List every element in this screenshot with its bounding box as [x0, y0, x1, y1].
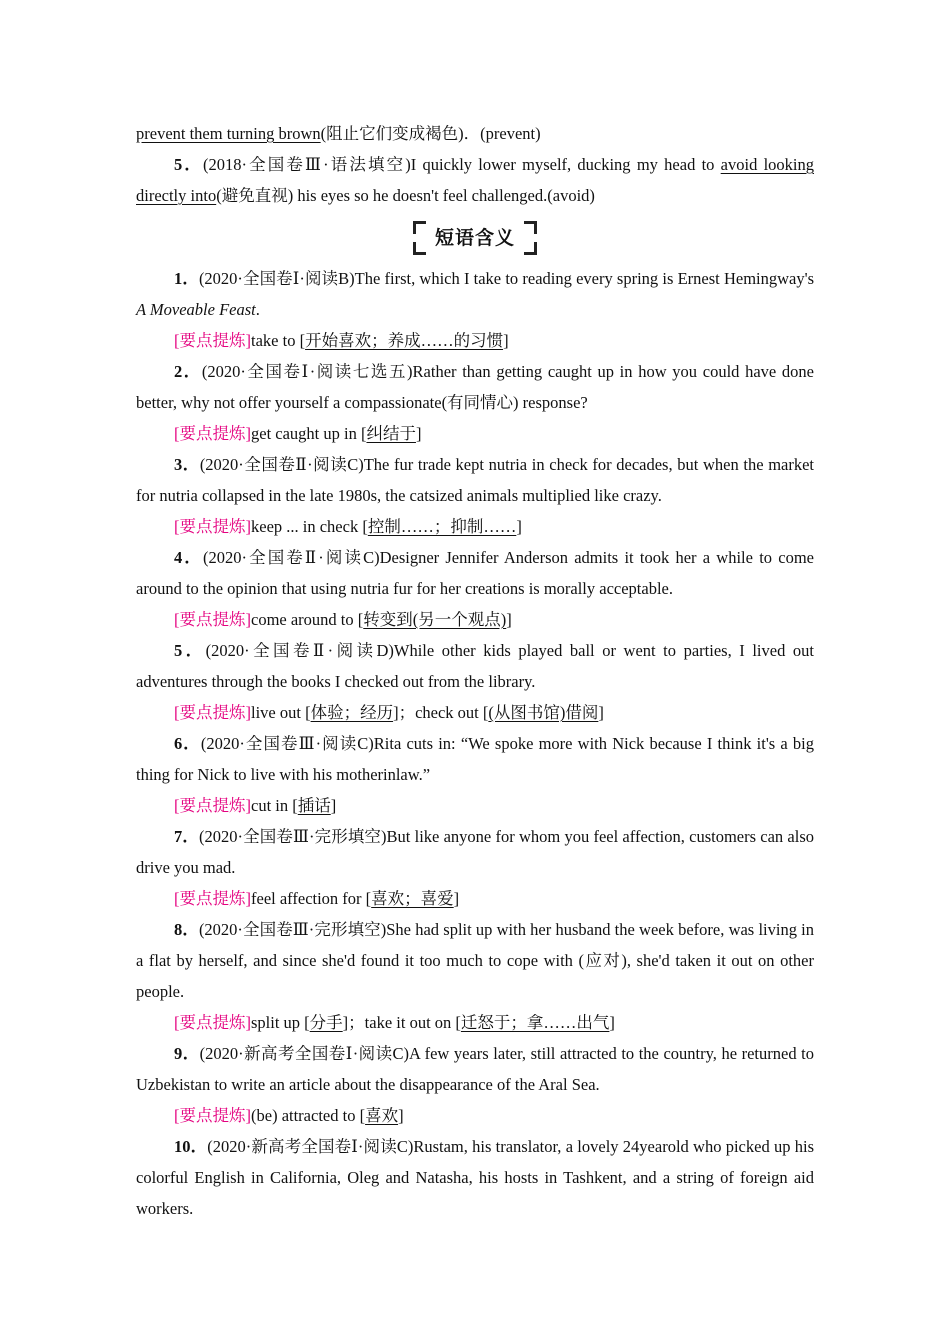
answer-blank: prevent them turning brown — [136, 124, 321, 143]
key-point: [要点提炼]keep ... in check [控制……；抑制……] — [174, 517, 522, 536]
key-point-tag: [要点提炼] — [174, 1013, 251, 1032]
key-point: [要点提炼](be) attracted to [喜欢] — [174, 1106, 404, 1125]
key-point-tag: [要点提炼] — [174, 610, 251, 629]
key-point-tag: [要点提炼] — [174, 1106, 251, 1125]
key-point: [要点提炼]come around to [转变到(另一个观点)] — [174, 610, 512, 629]
section-header — [136, 213, 814, 263]
list-item: 9．(2020·新高考全国卷Ⅰ·阅读C)A few years later, still attracted to the country, he returned to Uzbekistan to write an article about the disappearance of the Aral Sea. — [136, 1044, 814, 1094]
list-item: 7．(2020·全国卷Ⅲ·完形填空)But like anyone for whom you feel affection, customers can also drive you mad. — [136, 827, 814, 877]
list-item: 1．(2020·全国卷Ⅰ·阅读B)The first, which I take to reading every spring is Ernest Hemingway's A Moveable Feast. — [136, 269, 815, 319]
document-page — [136, 118, 814, 1224]
list-item: 2．(2020·全国卷Ⅰ·阅读七选五)Rather than getting caught up in how you could have done better, why not offer yourself a compassionate(有同情心) response? — [136, 362, 814, 412]
key-point: [要点提炼]split up [分手]；take it out on [迁怒于；拿……出气] — [174, 1013, 615, 1032]
key-point-tag: [要点提炼] — [174, 331, 251, 350]
list-item: 6．(2020·全国卷Ⅲ·阅读C)Rita cuts in: “We spoke more with Nick because I think it's a big thing for Nick to live with his motherinlaw.” — [136, 734, 814, 784]
key-point-tag: [要点提炼] — [174, 889, 251, 908]
answer-blank: avoid looking directly into — [136, 155, 815, 205]
key-point-tag: [要点提炼] — [174, 796, 251, 815]
list-item: 10．(2020·新高考全国卷Ⅰ·阅读C)Rustam, his translator, a lovely 24yearold who picked up his colorful English in California, Oleg and Natasha, his hosts in Tashkent, and a string of foreign aid workers. — [136, 1137, 814, 1218]
key-point-tag: [要点提炼] — [174, 517, 251, 536]
key-point: [要点提炼]feel affection for [喜欢；喜爱] — [174, 889, 460, 908]
list-item: 3．(2020·全国卷Ⅱ·阅读C)The fur trade kept nutria in check for decades, but when the market for nutria collapsed in the late 1980s, the catsized animals multiplied like crazy. — [136, 455, 815, 505]
key-point: [要点提炼]live out [体验；经历]；check out [(从图书馆)借阅] — [174, 703, 604, 722]
list-item: 8．(2020·全国卷Ⅲ·完形填空)She had split up with her husband the week before, was living in a flat by herself, and since she'd found it too much to cope with (应对), she'd taken it out on other people. — [136, 920, 814, 1001]
prev-item-tail: prevent them turning brown(阻止它们变成褐色)．(prevent) — [136, 124, 541, 143]
section-title: 短语含义 — [434, 226, 515, 249]
key-point-tag: [要点提炼] — [174, 703, 251, 722]
prev-item-5: 5．(2018·全国卷Ⅲ·语法填空)I quickly lower myself, ducking my head to avoid looking directly into(避免直视) his eyes so he doesn't feel challenged.(avoid) — [136, 155, 815, 205]
key-point: [要点提炼]get caught up in [纠结于] — [174, 424, 422, 443]
key-point-tag: [要点提炼] — [174, 424, 251, 443]
key-point: [要点提炼]cut in [插话] — [174, 796, 337, 815]
list-item: 5．(2020·全国卷Ⅱ·阅读D)While other kids played ball or went to parties, I lived out adventures through the books I checked out from the library. — [136, 641, 814, 691]
list-item: 4．(2020·全国卷Ⅱ·阅读C)Designer Jennifer Anderson admits it took her a while to come around to the opinion that using nutria fur for her creations is morally acceptable. — [136, 548, 815, 598]
key-point: [要点提炼]take to [开始喜欢；养成……的习惯] — [174, 331, 509, 350]
